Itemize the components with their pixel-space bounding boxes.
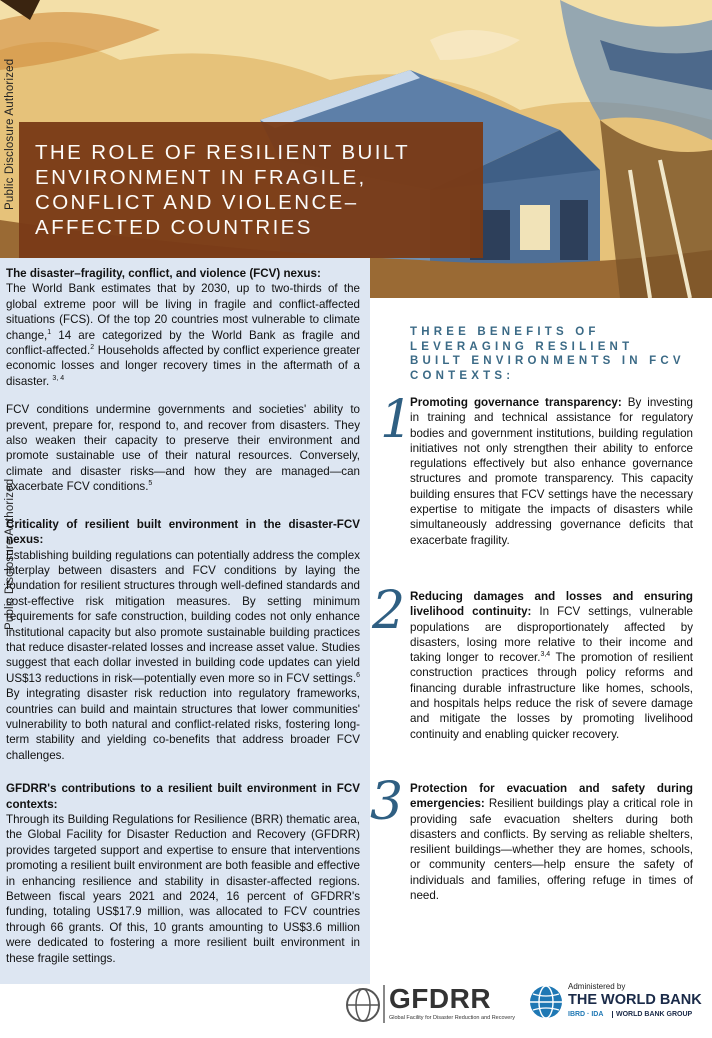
section-text: Households affected by conflict experience greater economic losses and longer recovery times in the aftermath of a disaster.: [6, 344, 360, 388]
section-gfdrr-contributions: [6, 781, 360, 966]
disclosure-label-bottom: Public Disclosure Authorized: [4, 478, 16, 630]
section-heading: GFDRR's contributions to a resilient built environment in FCV contexts:: [6, 782, 360, 811]
wb-wordmark: THE WORLD BANK: [568, 992, 702, 1008]
section-text: The World Bank estimates that by 2030, up to two-thirds of the global extreme poor will be living in fragile and conflict-affected situations (FCS). Of the top 20 countries most vulnerable to climate change,: [6, 282, 360, 342]
globe-icon: [343, 985, 383, 1025]
page-title: THE ROLE OF RESILIENT BUILT ENVIRONMENT IN FRAGILE, CONFLICT AND VIOLENCE–AFFECTED COUNTRIES: [35, 141, 410, 239]
gfdrr-logo: [343, 985, 513, 1027]
benefit-number-1: 1: [380, 390, 414, 450]
footnote-ref: 3, 4: [52, 374, 65, 382]
section-heading: The disaster–fragility, conflict, and violence (FCV) nexus:: [6, 267, 321, 280]
benefit-item-3: [410, 781, 693, 903]
footnote-ref: 2: [90, 344, 95, 352]
section-text: Through its Building Regulations for Resilience (BRR) thematic area, the Global Facility for Disaster Reduction and Recovery (GFDRR) provides targeted support and expertise to ensure that interventions promoting a resilient built environment are both feasible and effective in enhancing resilience and stability in disaster-affected regions. Between fiscal years 2021 and 2024, 16 percent of GFDRR's funding, totaling US$17.9 million, was allocated to FCV countries through 66 grants. Of this, 10 grants amounting to US$3.6 million were dedicated to fostering a more resilient built environment in these fragile settings.: [6, 813, 360, 965]
footnote-ref: 3,4: [540, 651, 551, 659]
logo-divider: [383, 985, 385, 1023]
benefit-heading: Reducing damages and losses and ensuring livelihood continuity:: [410, 590, 693, 619]
benefit-heading: Protection for evacuation and safety during emergencies:: [410, 782, 693, 811]
benefit-heading: Promoting governance transparency:: [410, 396, 622, 409]
world-bank-logo: [528, 980, 708, 1030]
benefit-number-3: 3: [370, 772, 404, 832]
benefit-text: Resilient buildings play a critical role in providing safe evacuation shelters during both disasters and conflicts. By serving as reliable shelters, resilient buildings—whether they are homes, schools, or community centers—help ensure the safety of individuals and families, offering refuge in times of need.: [410, 797, 693, 903]
gfdrr-subtitle: Global Facility for Disaster Reduction and Recovery: [389, 1015, 515, 1021]
footnote-ref: 5: [148, 480, 153, 488]
benefit-item-1: [410, 395, 693, 548]
section-heading: Criticality of resilient built environment in the disaster-FCV nexus:: [6, 517, 360, 547]
title-banner: [19, 122, 483, 258]
benefit-number-2: 2: [372, 581, 406, 641]
footnote-ref: 6: [356, 671, 360, 679]
benefit-item-2: [410, 589, 693, 742]
benefit-text: By investing in training and technical assistance for regulatory bodies and government institutions, building regulation initiatives not only strengthen their ability to enforce regulations effectively but also enhance governance structures and promote transparency. This capacity building ensures that FCV settings have the necessary expertise to mitigate the impacts of disasters while simultaneously addressing governance deficits that exacerbate fragility.: [410, 396, 693, 547]
section-text: By integrating disaster risk reduction into regulatory frameworks, countries can build and maintain structures that lower communities' vulnerability to both natural and conflict-related risks, fostering long-term stability and yielding co-benefits that address broader FCV challenges.: [6, 687, 360, 762]
section-text: 14 are categorized by the World Bank as fragile and conflict-affected.: [6, 328, 360, 358]
wb-ibrd-ida: IBRD · IDA: [568, 1011, 604, 1018]
left-column: [6, 266, 360, 979]
section-fcv-nexus: [6, 266, 360, 389]
world-bank-globe-icon: [528, 984, 564, 1020]
section-text: FCV conditions undermine governments and societies' ability to prevent, prepare for, respond to, and recover from disasters. They also weaken their capacity to preserve their environment and promote sustainable use of their natural resources. Conversely, climate and disaster risks—and how they are managed—can exacerbate FCV conditions.: [6, 403, 360, 494]
benefits-title: THREE BENEFITS OF LEVERAGING RESILIENT BUILT ENVIRONMENTS IN FCV CONTEXTS:: [410, 326, 685, 382]
benefit-text: In FCV settings, vulnerable populations are disproportionately affected by disasters, losing more relative to their income and taking longer to recover.: [410, 605, 694, 665]
gfdrr-wordmark: GFDRR: [389, 983, 492, 1014]
wb-admin-text: Administered by: [568, 982, 626, 991]
section-text: Establishing building regulations can potentially address the complex interplay between disasters and FCV conditions by laying the foundation for resilient structures through well-defined standards and cost-effective risk mitigation measures. By setting minimum requirements for safe construction, building codes not only enhance institutional capacity but also promote sustainable building practices that reduce disaster-related losses and increase asset value. Studies suggest that each dollar invested in building code updates can yield US$13 reductions in risk—potentially even more so in FCV settings.: [6, 548, 360, 685]
section-criticality: [6, 517, 360, 764]
benefit-text: The promotion of resilient construction practices through policy reforms and financing durable infrastructure like homes, schools, and hospitals helps reduce the risk of severe damage and mitigate the losses by promoting livelihood continuity and enabling quicker recovery.: [410, 651, 693, 741]
section-fcv-conditions: [6, 402, 360, 494]
disclosure-label-top: Public Disclosure Authorized: [4, 58, 16, 210]
footnote-ref: 1: [47, 328, 52, 336]
wb-group: WORLD BANK GROUP: [612, 1011, 692, 1018]
